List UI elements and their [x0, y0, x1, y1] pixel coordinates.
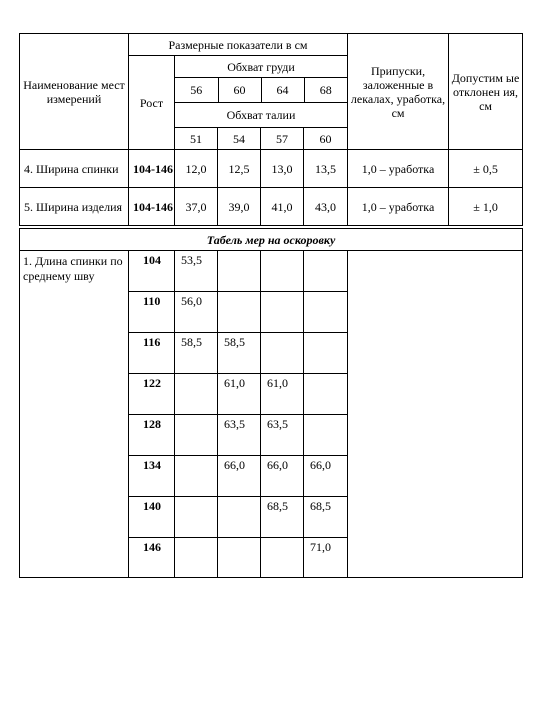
allowance-cell: 1,0 – уработка	[348, 188, 449, 226]
tolerance-cell: ± 1,0	[449, 188, 523, 226]
value-cell	[261, 292, 304, 333]
value-cell	[218, 292, 261, 333]
value-cell: 66,0	[304, 456, 348, 497]
value-cell	[218, 251, 261, 292]
rost-value: 110	[129, 292, 175, 333]
size-group-header: Размерные показатели в см	[129, 34, 348, 56]
table-row	[20, 251, 523, 292]
rost-header: Рост	[129, 56, 175, 150]
rost-value: 122	[129, 374, 175, 415]
value-cell: 66,0	[218, 456, 261, 497]
measure-name: 5. Ширина изделия	[20, 188, 129, 226]
rost-value: 128	[129, 415, 175, 456]
value-cell: 13,0	[261, 150, 304, 188]
value-cell: 61,0	[218, 374, 261, 415]
value-cell	[304, 415, 348, 456]
chest-size: 64	[261, 78, 304, 102]
value-cell: 37,0	[175, 188, 218, 226]
value-cell	[304, 292, 348, 333]
table-row	[20, 150, 523, 188]
waist-header: Обхват талии	[226, 107, 296, 122]
value-cell	[304, 251, 348, 292]
chest-size: 68	[304, 78, 347, 102]
value-cell	[218, 497, 261, 538]
chest-size: 60	[218, 78, 261, 102]
value-cell: 58,5	[175, 333, 218, 374]
tabel-title: Табель мер на оскоровку	[20, 229, 523, 251]
value-cell: 43,0	[304, 188, 348, 226]
value-cell: 12,0	[175, 150, 218, 188]
value-cell: 12,5	[218, 150, 261, 188]
rost-value: 134	[129, 456, 175, 497]
tolerance-header: Допустим ые отклонен ия, см	[449, 34, 523, 150]
chest-header: Обхват груди	[175, 56, 348, 78]
value-cell	[304, 374, 348, 415]
tabel-mer-table	[19, 228, 523, 578]
value-cell: 56,0	[175, 292, 218, 333]
value-cell: 58,5	[218, 333, 261, 374]
allowance-cell: 1,0 – уработка	[348, 150, 449, 188]
rost-range: 104-146	[129, 188, 175, 226]
value-cell: 61,0	[261, 374, 304, 415]
value-cell: 68,5	[304, 497, 348, 538]
waist-size: 60	[304, 128, 348, 150]
value-cell	[175, 497, 218, 538]
value-cell: 39,0	[218, 188, 261, 226]
value-cell	[175, 456, 218, 497]
value-cell	[304, 333, 348, 374]
rost-range: 104-146	[129, 150, 175, 188]
waist-size: 57	[261, 128, 304, 150]
value-cell: 63,5	[218, 415, 261, 456]
measure-name: 4. Ширина спинки	[20, 150, 129, 188]
measure-name: 1. Длина спинки по среднему шву	[20, 251, 129, 578]
value-cell	[175, 538, 218, 578]
name-column-header: Наименование мест измерений	[20, 34, 129, 150]
size-chart-table	[19, 33, 523, 226]
empty-cell	[348, 251, 523, 578]
rost-value: 116	[129, 333, 175, 374]
waist-size: 51	[175, 128, 218, 150]
table-row	[20, 188, 523, 226]
value-cell	[218, 538, 261, 578]
value-cell: 71,0	[304, 538, 348, 578]
value-cell: 13,5	[304, 150, 348, 188]
value-cell	[261, 538, 304, 578]
rost-value: 146	[129, 538, 175, 578]
chest-size: 56	[175, 78, 218, 102]
chest-waist-block	[175, 78, 348, 128]
value-cell: 68,5	[261, 497, 304, 538]
value-cell	[175, 374, 218, 415]
tolerance-cell: ± 0,5	[449, 150, 523, 188]
value-cell: 66,0	[261, 456, 304, 497]
waist-size: 54	[218, 128, 261, 150]
value-cell	[175, 415, 218, 456]
value-cell: 41,0	[261, 188, 304, 226]
allowance-header: Припуски, заложенные в лекалах, уработка, см	[348, 34, 449, 150]
rost-value: 104	[129, 251, 175, 292]
value-cell	[261, 333, 304, 374]
value-cell: 63,5	[261, 415, 304, 456]
rost-value: 140	[129, 497, 175, 538]
value-cell: 53,5	[175, 251, 218, 292]
value-cell	[261, 251, 304, 292]
